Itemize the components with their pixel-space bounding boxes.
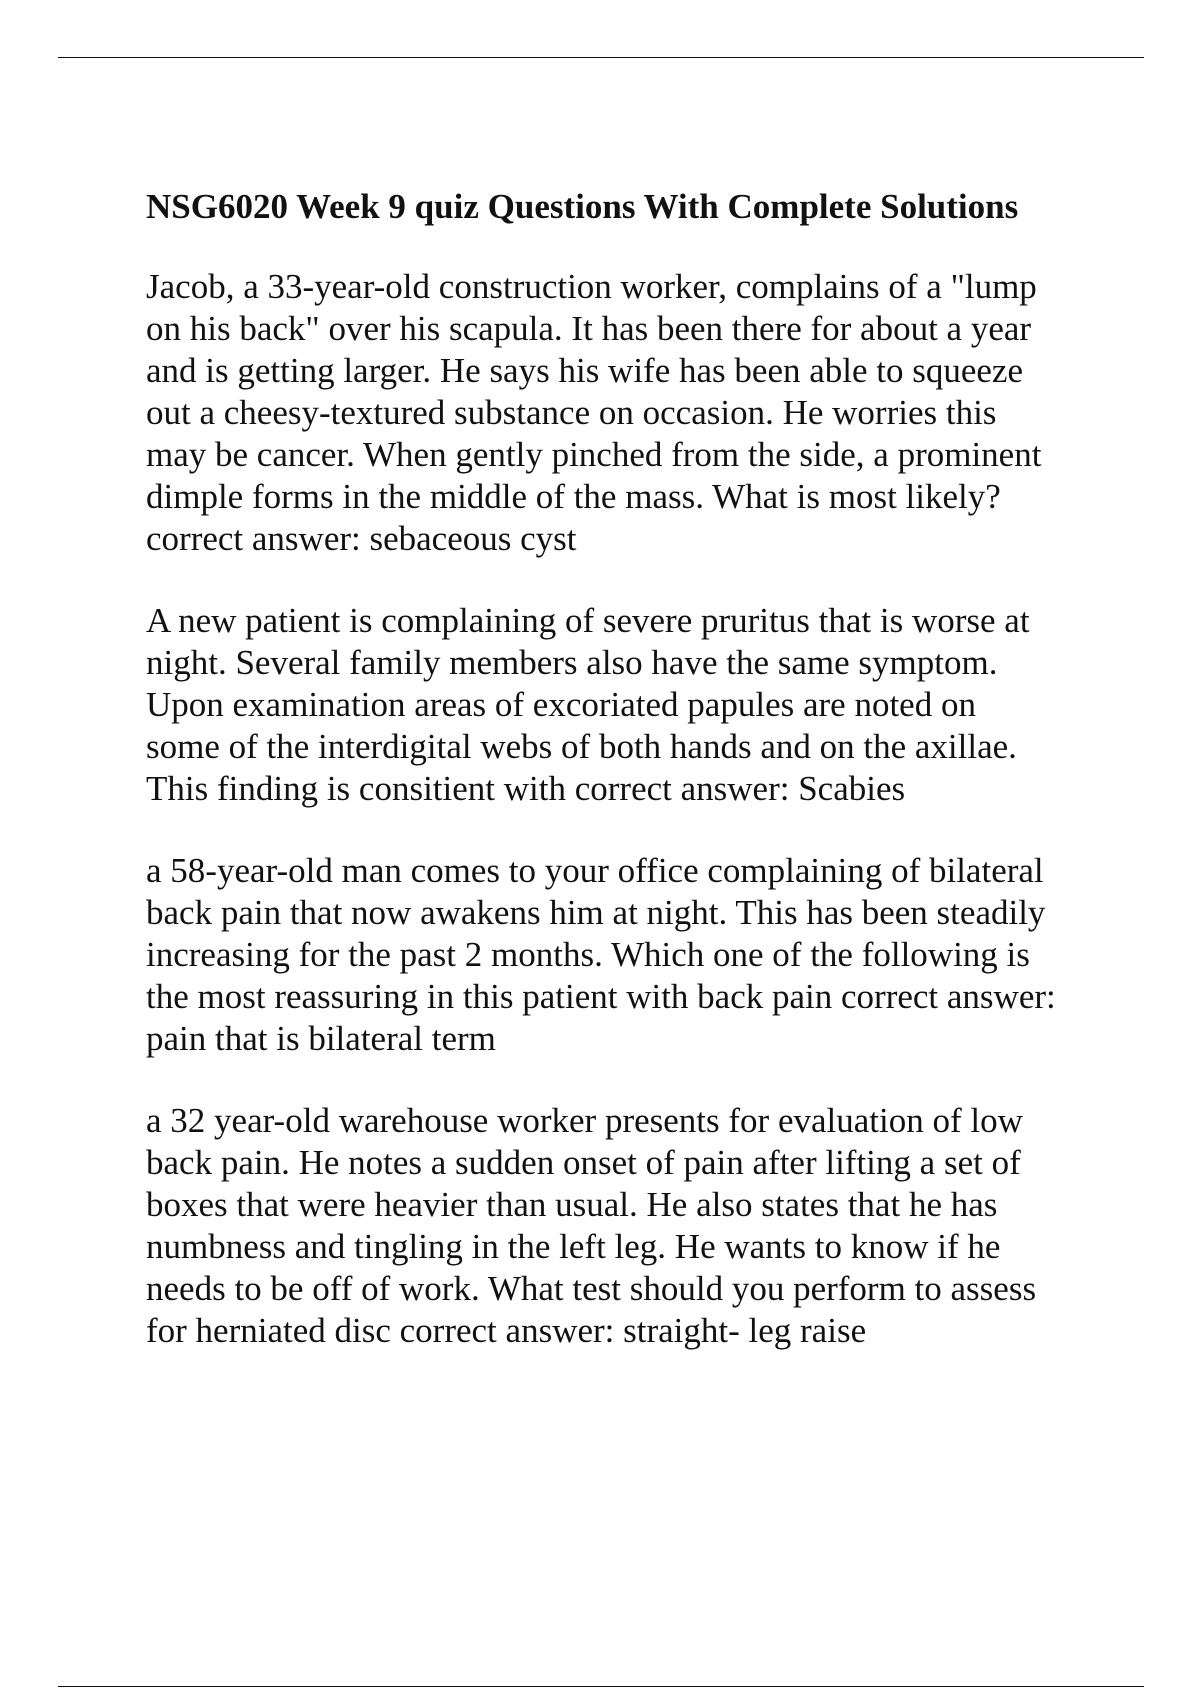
page-content <box>146 186 1146 1392</box>
question-text-line: needs to be off of work. What test should you perform to assess <box>146 1269 1037 1308</box>
question-text-line: may be cancer. When gently pinched from the side, a prominent <box>146 435 1042 474</box>
question-text-line: numbness and tingling in the left leg. He wants to know if he <box>146 1227 1001 1266</box>
answer-line: for herniated disc correct answer: straight- leg raise <box>146 1311 867 1350</box>
question-text-line: on his back" over his scapula. It has been there for about a year <box>146 309 1032 348</box>
question-text-line: dimple forms in the middle of the mass. What is most likely? <box>146 477 1001 516</box>
document-title: NSG6020 Week 9 quiz Questions With Complete Solutions <box>146 187 1019 226</box>
question-text-line: a 32 year-old warehouse worker presents for evaluation of low <box>146 1101 1023 1140</box>
question-text-line: a 58-year-old man comes to your office complaining of bilateral <box>146 851 1044 890</box>
question-4 <box>146 1100 1146 1352</box>
question-text-line: and is getting larger. He says his wife has been able to squeeze <box>146 351 1023 390</box>
question-text-line: Jacob, a 33-year-old construction worker, complains of a "lump <box>146 267 1037 306</box>
footer-rule <box>58 1686 1144 1687</box>
question-text-line: increasing for the past 2 months. Which one of the following is <box>146 935 1030 974</box>
question-text-line: boxes that were heavier than usual. He also states that he has <box>146 1185 998 1224</box>
header-rule <box>58 57 1144 58</box>
question-text-line: night. Several family members also have the same symptom. <box>146 643 998 682</box>
answer-line: correct answer: sebaceous cyst <box>146 519 577 558</box>
question-1 <box>146 266 1146 560</box>
question-text-line: A new patient is complaining of severe pruritus that is worse at <box>146 601 1030 640</box>
question-text-line: back pain. He notes a sudden onset of pain after lifting a set of <box>146 1143 1021 1182</box>
answer-line: This finding is consitient with correct answer: Scabies <box>146 769 906 808</box>
question-3 <box>146 850 1146 1060</box>
question-text-line: Upon examination areas of excoriated papules are noted on <box>146 685 976 724</box>
question-text-line: the most reassuring in this patient with back pain correct answer: <box>146 977 1056 1016</box>
answer-line: pain that is bilateral term <box>146 1019 496 1058</box>
question-text-line: out a cheesy-textured substance on occasion. He worries this <box>146 393 997 432</box>
question-text-line: some of the interdigital webs of both hands and on the axillae. <box>146 727 1017 766</box>
question-2 <box>146 600 1146 810</box>
question-text-line: back pain that now awakens him at night. This has been steadily <box>146 893 1046 932</box>
